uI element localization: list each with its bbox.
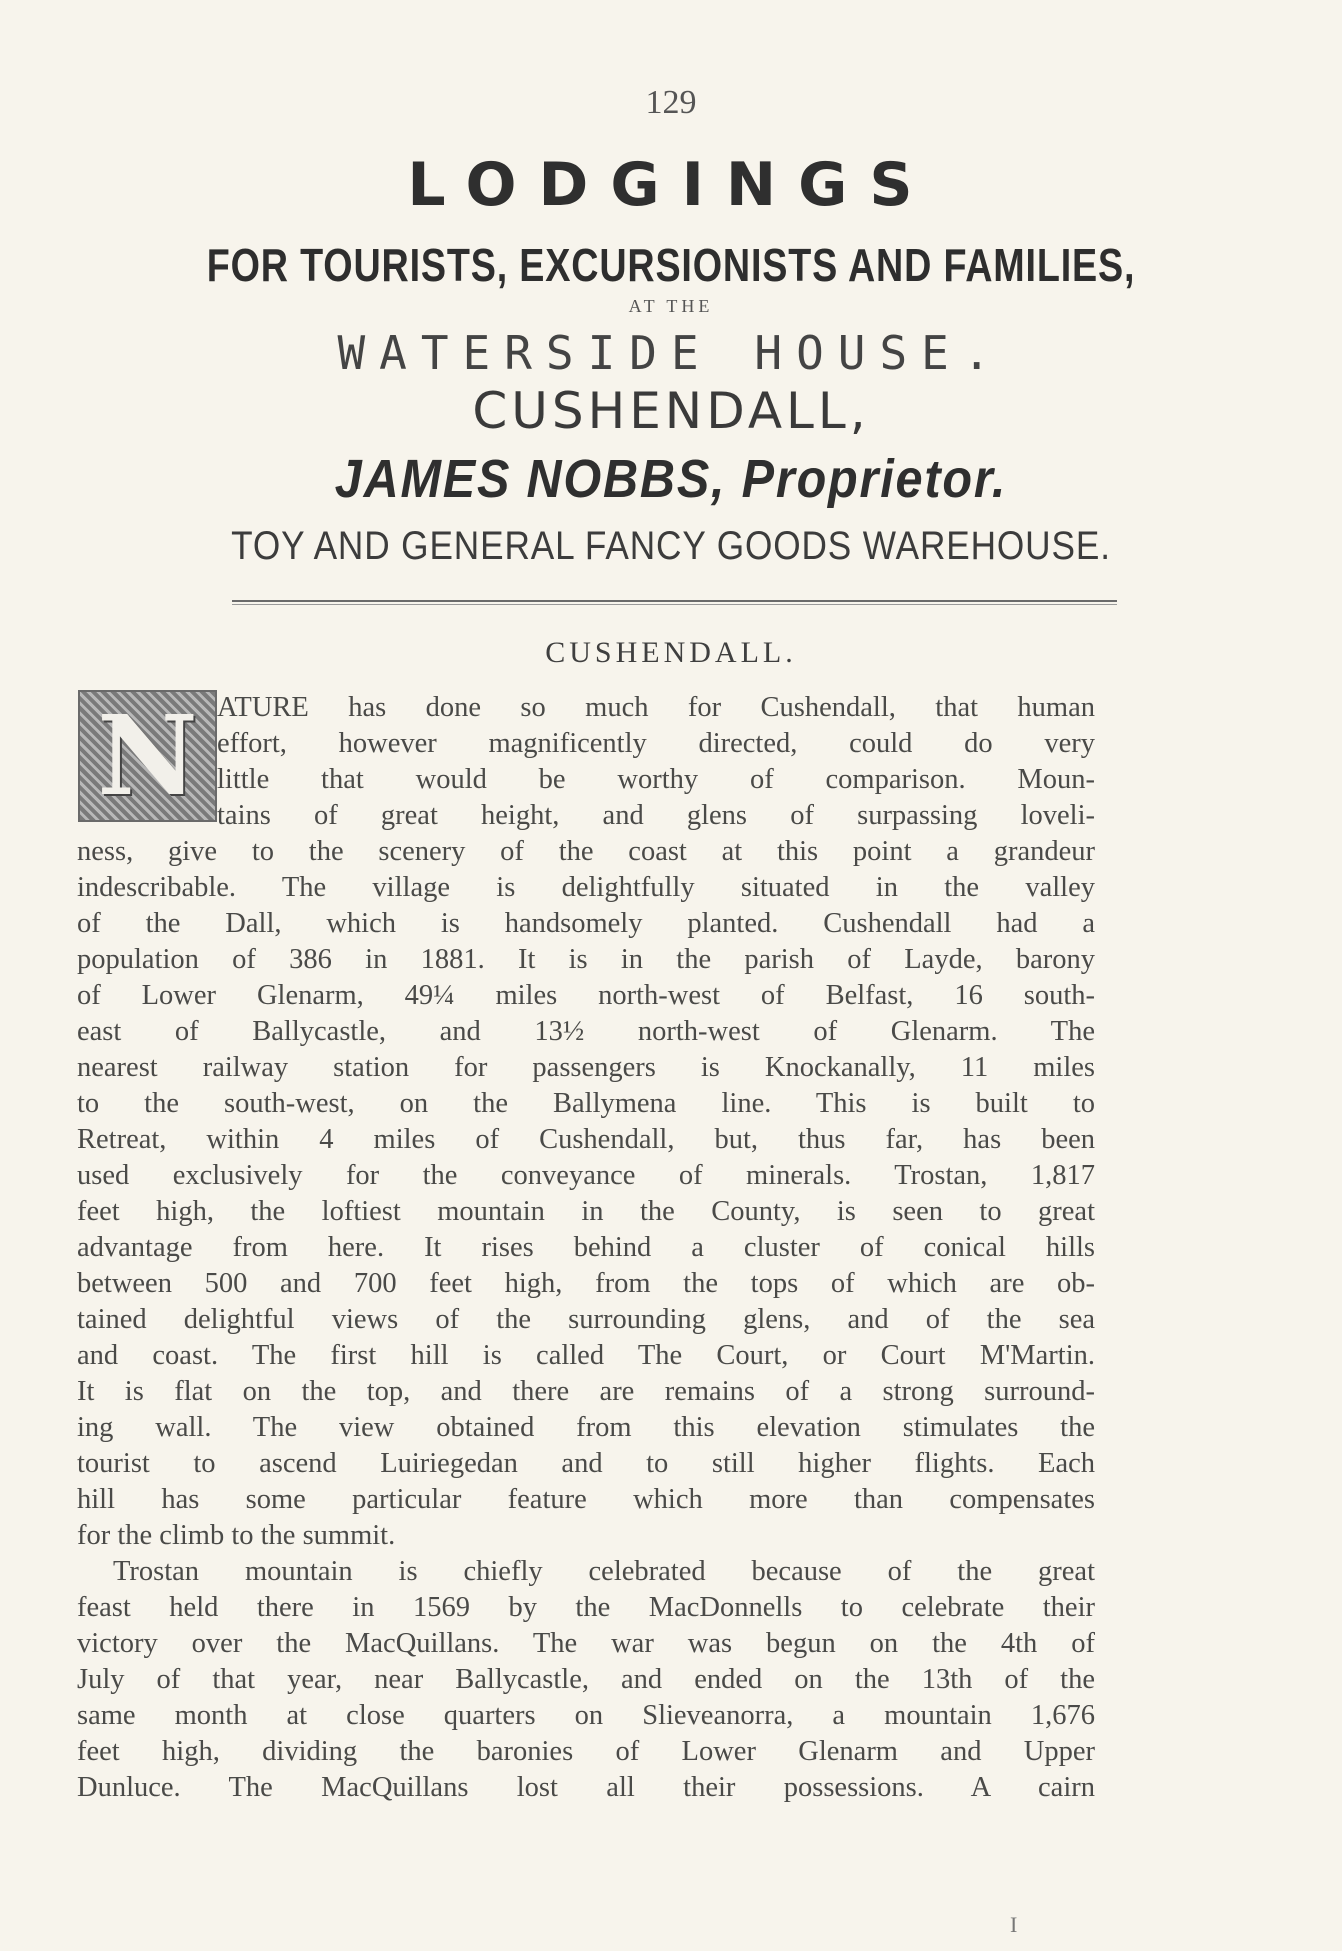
signature-mark: I [1010, 1912, 1018, 1937]
text-line: tains of great height, and glens of surpassing loveli- [217, 800, 1095, 831]
text-line: population of 386 in 1881. It is in the parish of Layde, barony [77, 944, 1095, 975]
text-line: Trostan mountain is chiefly celebrated because of the great [113, 1556, 1095, 1587]
text-line: used exclusively for the conveyance of minerals. Trostan, 1,817 [77, 1160, 1095, 1191]
text-line: Dunluce. The MacQuillans lost all their possessions. A cairn [77, 1772, 1095, 1803]
section-body [77, 690, 1095, 1806]
text-line: ness, give to the scenery of the coast at this point a grandeur [77, 836, 1095, 867]
advert-house-name: WATERSIDE HOUSE. [337, 326, 1005, 380]
drop-cap-letter: N [97, 691, 198, 820]
advert-title: LODGINGS [407, 150, 935, 220]
advert-trade: TOY AND GENERAL FANCY GOODS WAREHOUSE. [231, 524, 1111, 568]
text-line: tourist to ascend Luiriegedan and to still higher flights. Each [77, 1448, 1095, 1479]
text-line: July of that year, near Ballycastle, and ended on the 13th of the [77, 1664, 1095, 1695]
section-divider [232, 600, 1117, 605]
text-line: feast held there in 1569 by the MacDonnells to celebrate their [77, 1592, 1095, 1623]
text-line: nearest railway station for passengers is Knockanally, 11 miles [77, 1052, 1095, 1083]
text-line: of Lower Glenarm, 49¼ miles north-west of Belfast, 16 south- [77, 980, 1095, 1011]
text-line: same month at close quarters on Slieveanorra, a mountain 1,676 [77, 1700, 1095, 1731]
advert-town: CUSHENDALL, [472, 382, 870, 440]
text-line: ATURE has done so much for Cushendall, that human [217, 692, 1095, 723]
text-line: and coast. The first hill is called The Court, or Court M'Martin. [77, 1340, 1095, 1371]
text-line: effort, however magnificently directed, could do very [217, 728, 1095, 759]
advert-at-the: AT THE [628, 296, 714, 316]
text-line: indescribable. The village is delightfully situated in the valley [77, 872, 1095, 903]
advert-proprietor: JAMES NOBBS, Proprietor. [334, 449, 1008, 509]
text-line: between 500 and 700 feet high, from the tops of which are ob- [77, 1268, 1095, 1299]
text-line: to the south-west, on the Ballymena line. This is built to [77, 1088, 1095, 1119]
text-line: feet high, dividing the baronies of Lower Glenarm and Upper [77, 1736, 1095, 1767]
text-line: advantage from here. It rises behind a cluster of conical hills [77, 1232, 1095, 1263]
text-line: of the Dall, which is handsomely planted. Cushendall had a [77, 908, 1095, 939]
text-line: victory over the MacQuillans. The war was begun on the 4th of [77, 1628, 1095, 1659]
text-line: for the climb to the summit. [77, 1520, 396, 1551]
text-line: tained delightful views of the surrounding glens, and of the sea [77, 1304, 1095, 1335]
text-line: It is flat on the top, and there are remains of a strong surround- [77, 1376, 1095, 1407]
text-line: feet high, the loftiest mountain in the County, is seen to great [77, 1196, 1095, 1227]
text-line: hill has some particular feature which more than compensates [77, 1484, 1095, 1515]
text-line: ing wall. The view obtained from this elevation stimulates the [77, 1412, 1095, 1443]
section-heading: CUSHENDALL. [545, 636, 797, 669]
page-number: 129 [645, 84, 697, 121]
text-line: Retreat, within 4 miles of Cushendall, but, thus far, has been [77, 1124, 1095, 1155]
text-line: east of Ballycastle, and 13½ north-west of Glenarm. The [77, 1016, 1095, 1047]
advert-for-line: FOR TOURISTS, EXCURSIONISTS AND FAMILIES, [206, 239, 1136, 291]
text-line: little that would be worthy of comparison. Moun- [217, 764, 1095, 795]
